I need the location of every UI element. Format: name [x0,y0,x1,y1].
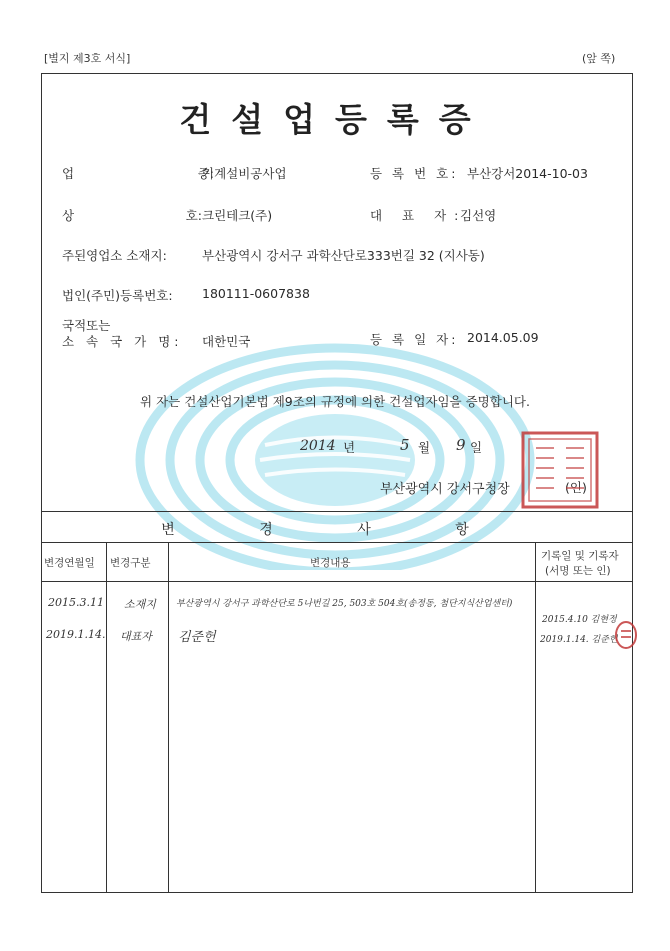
row1-content: 부산광역시 강서구 과학산단로 5나번길 25, 503호 504호(송정동, 첨단지식산업센터) [176,599,513,609]
col-divider-3 [535,542,536,893]
nationality-label-2: 소 속 국 가 명: [62,334,183,349]
changes-colhead-rule [41,581,633,582]
form-number: [별지 제3호 서식] [44,52,131,65]
company-value: 크린테크(주) [202,208,273,223]
document-title: 건설업등록증 [179,100,491,139]
row2-type: 대표자 [120,630,152,643]
changes-title: 변 경 사 항 [161,522,509,538]
col-header-type: 변경구분 [110,557,151,569]
corp-no-value: 180111-0607838 [202,286,310,301]
business-type-label: 업 종: [62,166,214,181]
col-divider-1 [106,542,107,893]
reg-no-label: 등 록 번 호: [370,166,459,181]
issue-year-unit: 년 [343,440,356,455]
company-label: 상 호: [62,208,202,223]
address-value: 부산광역시 강서구 과학산단로333번길 32 (지사동) [202,248,485,263]
issue-year: 2014 [300,438,336,454]
row1-date: 2015.3.11 [48,596,104,609]
ceo-value: 김선영 [460,208,497,223]
ceo-label: 대 표 자: [370,208,467,223]
official-seal-stamp [520,430,600,510]
issue-month-unit: 월 [418,440,431,455]
nationality-label-1: 국적또는 [62,318,111,333]
certification-text: 위 자는 건설산업기본법 제9조의 규정에 의한 건설업자임을 증명합니다. [140,394,530,409]
issue-day-unit: 일 [470,440,483,455]
row2-date: 2019.1.14. [46,628,106,641]
corp-no-label: 법인(주민)등록번호: [62,288,173,303]
changes-header-rule [41,542,633,543]
row2-seal-stamp [614,620,638,650]
reg-date-label: 등 록 일 자: [370,332,459,347]
reg-no-value: 부산강서2014-10-03 [467,166,588,181]
page-side: (앞 쪽) [582,52,616,65]
row2-content: 김준헌 [178,630,216,645]
seal-mark: (인) [565,480,587,495]
changes-top-rule [41,511,633,512]
row1-type: 소재지 [124,598,156,611]
business-type-value: 기계설비공사업 [202,166,287,181]
issuer: 부산광역시 강서구청장 [380,482,510,497]
col-header-sign: (서명 또는 인) [545,565,611,577]
col-header-content: 변경내용 [310,557,351,569]
issue-month: 5 [400,436,410,454]
issue-day: 9 [456,436,466,454]
row1-record: 2015.4.10 김현정 [542,615,617,625]
col-divider-2 [168,542,169,893]
reg-date-value: 2014.05.09 [467,330,539,345]
row2-record: 2019.1.14. 김준헌 [540,635,618,645]
nationality-value: 대한민국 [202,334,251,349]
col-header-record: 기록일 및 기록자 [541,550,619,562]
col-header-date: 변경연월일 [44,557,95,569]
address-label: 주된영업소 소재지: [62,248,167,263]
